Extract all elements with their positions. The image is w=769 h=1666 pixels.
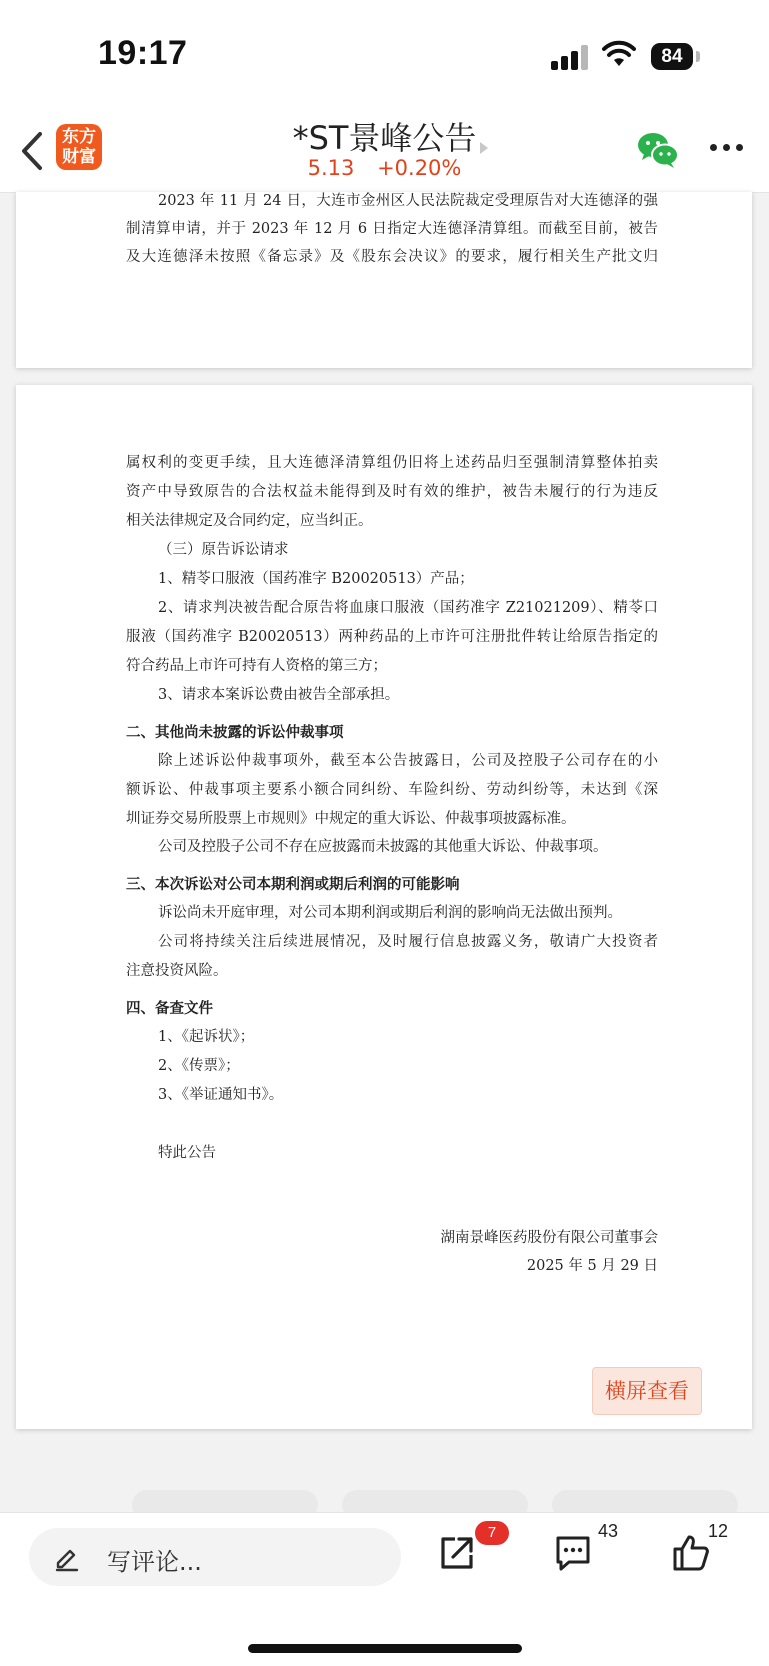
doc-line: 资产中导致原告的合法权益未能得到及时有效的维护，被告未履行的行为违反 [126,484,658,500]
doc-line: 属权利的变更手续，且大连德泽清算组仍旧将上述药品归至强制清算整体拍卖 [126,455,658,471]
doc-closing: 特此公告 [158,1145,216,1161]
doc-line: 诉讼尚未开庭审理，对公司本期利润或期后利润的影响尚无法做出预判。 [158,905,622,921]
stock-change: +0.20% [377,156,462,180]
home-indicator [248,1644,522,1653]
logo-line-2: 财富 [62,147,96,167]
doc-line: 3、《举证通知书》。 [158,1087,284,1103]
bottom-action-bar [0,1512,769,1666]
section-heading: 二、其他尚未披露的诉讼仲裁事项 [126,725,344,741]
page-title: *ST景峰公告 [292,119,477,157]
doc-line: （三）原告诉讼请求 [158,542,289,558]
caret-right-icon[interactable] [478,140,490,156]
landscape-view-button[interactable]: 横屏查看 [592,1367,702,1415]
logo-line-1: 东方 [62,127,96,147]
doc-line: 注意投资风险。 [126,963,228,979]
pencil-icon [53,1544,81,1572]
wifi-icon [601,40,637,68]
cellular-signal-icon [551,44,595,70]
doc-signature: 湖南景峰医药股份有限公司董事会 [440,1230,658,1246]
stock-price: 5.13 [307,156,355,180]
comment-input[interactable] [29,1528,401,1586]
document-page-2 [16,385,752,1429]
doc-line: 制清算申请，并于 2023 年 12 月 6 日指定大连德泽清算组。而截至目前，被告 [126,221,658,237]
battery-indicator: 84 [651,43,693,70]
doc-line: 1、精苓口服液（国药准字 B20020513）产品； [158,571,474,587]
doc-line: 圳证券交易所股票上市规则》中规定的重大诉讼、仲裁事项披露标准。 [126,811,576,827]
doc-line: 公司及控股子公司不存在应披露而未披露的其他重大诉讼、仲裁事项。 [158,839,608,855]
doc-line: 除上述诉讼仲裁事项外，截至本公告披露日，公司及控股子公司存在的小 [158,753,658,769]
status-bar [0,0,769,110]
battery-tip [696,51,700,62]
doc-date: 2025 年 5 月 29 日 [526,1258,658,1274]
doc-line: 公司将持续关注后续进展情况，及时履行信息披露义务，敬请广大投资者 [158,934,658,950]
doc-line: 2、请求判决被告配合原告将血康口服液（国药准字 Z21021209）、精苓口 [158,600,658,616]
nav-bar [0,110,769,193]
doc-line: 额诉讼、仲裁事项主要系小额合同纠纷、车险纠纷、劳动纠纷等，未达到《深 [126,782,658,798]
like-count: 12 [708,1521,729,1541]
share-badge: 7 [475,1521,509,1545]
comment-placeholder: 写评论... [107,1548,202,1576]
wechat-share-icon[interactable] [636,130,680,170]
doc-line: 1、《起诉状》； [158,1029,255,1045]
status-time: 19:17 [98,34,188,72]
share-icon[interactable] [437,1533,477,1573]
doc-line: 及大连德泽未按照《备忘录》及《股东会决议》的要求，履行相关生产批文归 [126,249,658,265]
doc-line: 3、请求本案诉讼费由被告全部承担。 [158,687,400,703]
document-page-1 [16,192,752,368]
more-icon[interactable] [710,144,744,154]
thumbs-up-icon[interactable] [671,1533,711,1573]
doc-line: 2023 年 11 月 24 日，大连市金州区人民法院裁定受理原告对大连德泽的强 [158,193,658,209]
section-heading: 三、本次诉讼对公司本期利润或期后利润的可能影响 [126,877,460,893]
doc-line: 相关法律规定及合同约定，应当纠正。 [126,513,373,529]
comment-count: 43 [598,1521,619,1541]
doc-line: 符合药品上市许可持有人资格的第三方； [126,658,387,674]
section-heading: 四、备查文件 [126,1001,213,1017]
comment-icon[interactable] [553,1533,593,1573]
doc-line: 2、《传票》； [158,1058,240,1074]
doc-line: 服液（国药准字 B20020513）两种药品的上市许可注册批件转让给原告指定的 [126,629,658,645]
